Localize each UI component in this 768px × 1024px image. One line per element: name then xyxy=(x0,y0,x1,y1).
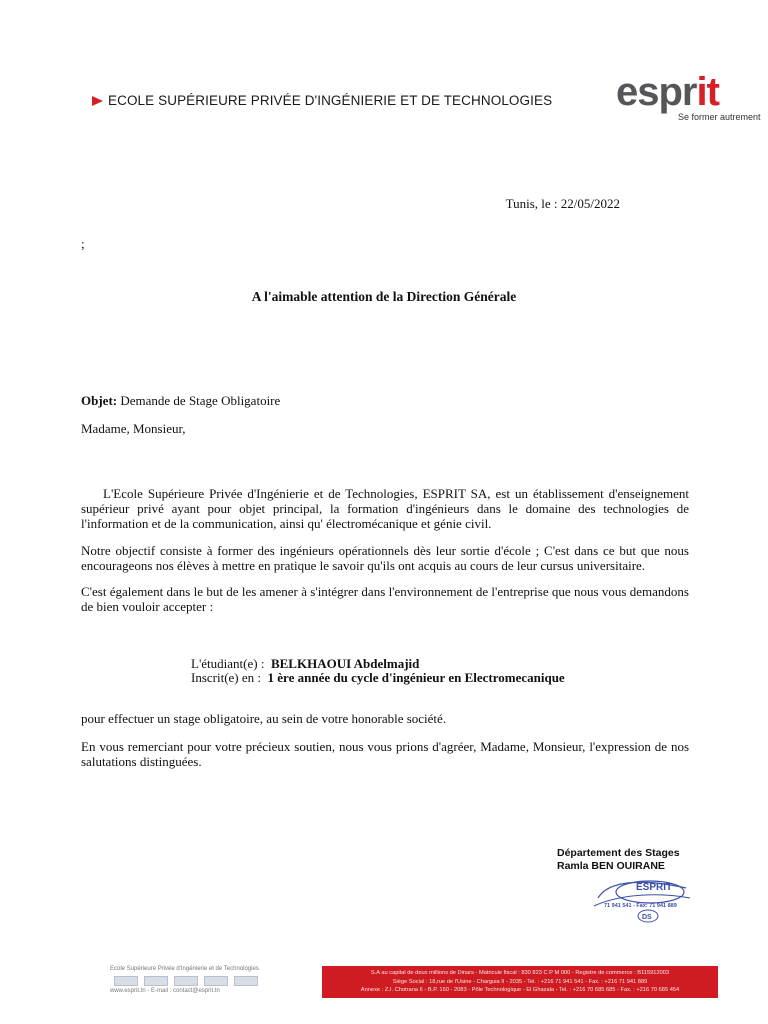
enrollment-line xyxy=(191,670,565,686)
paragraph-purpose: pour effectuer un stage obligatoire, au sein de votre honorable société. xyxy=(81,711,447,726)
signatory-name: Ramla BEN OUIRANE xyxy=(557,860,665,872)
stamp-text: ESPRIT xyxy=(636,882,673,893)
esprit-logo xyxy=(616,70,761,128)
partner-logo-icon xyxy=(204,976,228,986)
school-name-header: ECOLE SUPÉRIEURE PRIVÉE D'INGÉNIERIE ET DE TECHNOLOGIES xyxy=(108,93,553,108)
partner-logo-icon xyxy=(114,976,138,986)
student-label: L'étudiant(e) : xyxy=(191,656,265,671)
logo-tagline: Se former autrement xyxy=(678,112,761,122)
student-name: BELKHAOUI Abdelmajid xyxy=(270,656,420,671)
enrolled-label: Inscrit(e) en : xyxy=(191,670,262,685)
footer-line-annex: Annexe : Z.I. Chotrana II - B.P. 160 - 2083 - Pôle Technologique - El Ghazala - Tel. : +216 70 685 685 - Fax. : +216 70 685 454 xyxy=(360,987,680,994)
subject-line xyxy=(81,393,280,409)
attention-line: A l'aimable attention de la Direction Générale xyxy=(251,289,517,304)
subject-label: Objet: xyxy=(81,393,118,408)
paragraph-objective: Notre objectif consiste à former des ingénieurs opérationnels dès leur sortie d'école ; C'est dans ce but que nous encourageons nos élèves à mettre en pratique le savoir qu'ils ont acquis au cours de leur cursus universitaire. xyxy=(81,543,689,574)
footer-school-name: Ecole Supérieure Privée d'Ingénierie et de Technologies xyxy=(110,966,259,972)
salutation: Madame, Monsieur, xyxy=(81,421,186,436)
paragraph-closing: En vous remerciant pour votre précieux soutien, nous vous prions d'agréer, Madame, Monsieur, l'expression de nos salutations distinguées. xyxy=(81,739,689,770)
footer-partner-logos xyxy=(114,976,258,986)
stamp-phone: 71 941 541 - Fax: 71 941 889 xyxy=(604,903,677,909)
logo-wordmark: esprit xyxy=(616,70,719,114)
signature-block xyxy=(557,847,680,873)
letter-date: Tunis, le : 22/05/2022 xyxy=(505,196,620,211)
partner-logo-icon xyxy=(174,976,198,986)
header-bullet-icon xyxy=(92,96,103,106)
footer-company-info xyxy=(322,966,718,998)
footer-line-head-office: Siège Social : 18,rue de l'Usine - Charguia II - 2035 - Tel. : +216 71 941 541 - Fax. : +216 71 941 889 xyxy=(392,978,648,985)
department-name: Département des Stages xyxy=(557,847,680,859)
paragraph-request: C'est également dans le but de les amener à s'intégrer dans l'environnement de l'entreprise que nous vous demandons de bien vouloir accepter : xyxy=(81,584,689,615)
stamp-code: DS xyxy=(642,914,652,921)
partner-logo-icon xyxy=(144,976,168,986)
footer-left xyxy=(110,966,320,998)
enrolled-value: 1 ère année du cycle d'ingénieur en Electromecanique xyxy=(267,670,565,685)
footer-line-capital: S.A au capital de deux millions de Dinars - Matricule fiscal : 830 823 C P M 000 - Registre de commerce : B115912003 xyxy=(370,970,670,976)
paragraph-intro: L'Ecole Supérieure Privée d'Ingénierie et de Technologies, ESPRIT SA, est un établissement d'enseignement supérieur privé ayant pour objet principal, la formation d'ingénieurs dans le domaine des technologies de l'information et de la communication, ainsi qu' électromécanique et génie civil. xyxy=(81,486,689,532)
partner-logo-icon xyxy=(234,976,258,986)
official-stamp xyxy=(590,876,696,928)
subject-text: Demande de Stage Obligatoire xyxy=(120,393,281,408)
recipient-placeholder: ; xyxy=(81,236,85,251)
footer-website: www.esprit.tn - E-mail : contact@esprit.tn xyxy=(110,988,220,994)
